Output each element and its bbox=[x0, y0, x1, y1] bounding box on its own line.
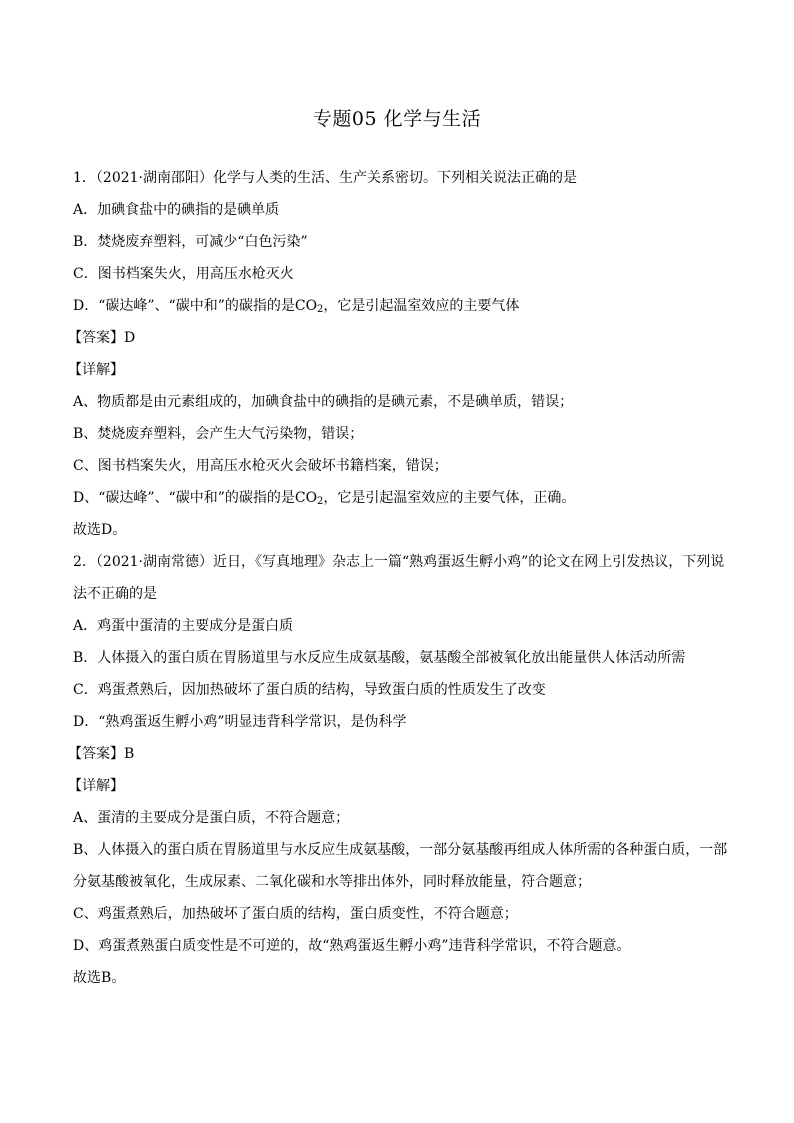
q1-option-d bbox=[73, 290, 733, 322]
q2-stem-line2: 法不正确的是 bbox=[73, 586, 157, 602]
document-body bbox=[68, 162, 733, 994]
q1-explanation-b: B、焚烧废弃塑料，会产生大气污染物，错误； bbox=[73, 426, 364, 442]
q1-option-a: A．加碘食盐中的碘指的是碘单质 bbox=[73, 202, 280, 218]
q1-stem: 1．（2021·湖南邵阳）化学与人类的生活、生产关系密切。下列相关说法正确的是 bbox=[73, 170, 577, 186]
q1-explanation-d bbox=[73, 482, 733, 514]
q1-option-b: B．焚烧废弃塑料，可减少“白色污染” bbox=[73, 234, 308, 250]
q2-option-a: A．鸡蛋中蛋清的主要成分是蛋白质 bbox=[73, 618, 294, 634]
q2-explanation-c: C、鸡蛋煮熟后，加热破坏了蛋白质的结构，蛋白质变性，不符合题意； bbox=[73, 906, 518, 922]
q2-stem-line1: 2．（2021·湖南常德）近日，《写真地理》杂志上一篇“熟鸡蛋返生孵小鸡”的论文在网上引发热议，下列说 bbox=[73, 554, 725, 570]
q1-option-d-text-end: ，它是引起温室效应的主要气体 bbox=[323, 298, 520, 314]
q1-explanation-d-text: D、“碳达峰”、“碳中和”的碳指的是CO bbox=[73, 490, 318, 506]
q1-option-c: C．图书档案失火，用高压水枪灭火 bbox=[73, 266, 294, 282]
q1-detail-heading: 【详解】 bbox=[68, 362, 124, 378]
q2-answer: 【答案】B bbox=[68, 746, 135, 762]
q1-answer: 【答案】D bbox=[68, 330, 136, 346]
q2-option-c: C．鸡蛋煮熟后，因加热破坏了蛋白质的结构，导致蛋白质的性质发生了改变 bbox=[73, 682, 546, 698]
page-title: 专题05 化学与生活 bbox=[312, 108, 482, 130]
q1-explanation-a: A、物质都是由元素组成的，加碘食盐中的碘指的是碘元素，不是碘单质，错误； bbox=[73, 394, 574, 410]
q2-explanation-d: D、鸡蛋煮熟蛋白质变性是不可逆的，故“熟鸡蛋返生孵小鸡”违背科学常识，不符合题意。 bbox=[73, 938, 631, 954]
q1-explanation-c: C、图书档案失火，用高压水枪灭火会破坏书籍档案，错误； bbox=[73, 458, 448, 474]
q1-option-d-subscript: 2 bbox=[317, 304, 324, 315]
q2-explanation-b-line2: 分氨基酸被氧化，生成尿素、二氧化碳和水等排出体外，同时释放能量，符合题意； bbox=[73, 874, 591, 890]
q2-conclusion: 故选B。 bbox=[73, 970, 126, 986]
q1-explanation-d-subscript: 2 bbox=[317, 496, 324, 507]
q2-detail-heading: 【详解】 bbox=[68, 778, 124, 794]
q2-option-d: D．“熟鸡蛋返生孵小鸡”明显违背科学常识，是伪科学 bbox=[73, 714, 407, 730]
q2-option-b: B．人体摄入的蛋白质在胃肠道里与水反应生成氨基酸，氨基酸全部被氧化放出能量供人体活动所需 bbox=[73, 650, 686, 666]
q1-conclusion: 故选D。 bbox=[73, 522, 127, 538]
q2-explanation-b-line1: B、人体摄入的蛋白质在胃肠道里与水反应生成氨基酸，一部分氨基酸再组成人体所需的各种蛋白质，一部 bbox=[73, 842, 728, 858]
q1-explanation-d-text-end: ，它是引起温室效应的主要气体，正确。 bbox=[323, 490, 576, 506]
q2-explanation-a: A、蛋清的主要成分是蛋白质，不符合题意； bbox=[73, 810, 350, 826]
q1-option-d-text: D．“碳达峰”、“碳中和”的碳指的是CO bbox=[73, 298, 318, 314]
